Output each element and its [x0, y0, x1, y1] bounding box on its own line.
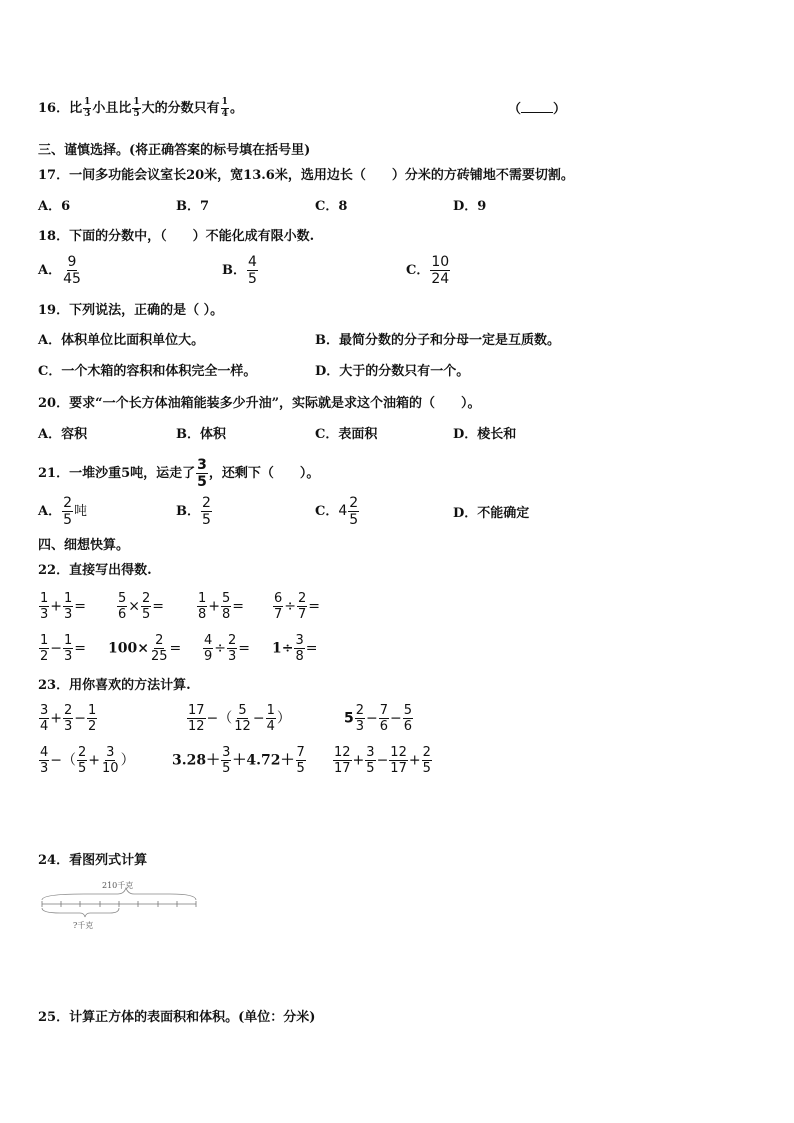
segment-diagram	[40, 880, 200, 936]
calc-expression: $\frac{12}{17}$ + $\frac{3}{5}$ − $\frac{12}{17}$ + $\frac{2}{5}$	[334, 745, 431, 776]
question-24: 24．看图列式计算	[38, 853, 148, 868]
fraction: $\frac{1}{3}$	[64, 591, 73, 622]
option-b[interactable]: B．体积	[176, 427, 226, 442]
fraction: $\frac{4}{5}$	[248, 254, 257, 287]
option-b[interactable]: B．最简分数的分子和分母一定是互质数。	[315, 333, 560, 348]
question-19: 19．下列说法，正确的是（ ）。	[38, 303, 224, 318]
fraction: $\frac{1}{8}$	[198, 591, 207, 622]
fraction: $\frac{1}{5}$	[133, 97, 140, 119]
section-3-title: 三、谨慎选择。(将正确答案的标号填在括号里)	[38, 143, 311, 158]
option-d[interactable]: D．大于的分数只有一个。	[315, 364, 470, 379]
option-c[interactable]: C． $\frac{10}{24}$	[406, 254, 450, 287]
question-20: 20．要求“一个长方体油箱能装多少升油”，实际就是求这个油箱的（ ）。	[38, 396, 481, 411]
option-a[interactable]: A．6	[38, 199, 71, 214]
option-c[interactable]: C．表面积	[315, 427, 378, 442]
fraction: $\frac{2}{5}$	[202, 495, 211, 528]
top-label: 210千克	[102, 881, 134, 890]
option-d[interactable]: D．棱长和	[453, 427, 517, 442]
calc-expression: 5 $\frac{2}{3}$ − $\frac{7}{6}$ − $\frac{5}{6}$	[344, 703, 413, 734]
fraction: $\frac{3}{8}$	[295, 633, 304, 664]
calc-expression: $\frac{4}{3}$ −（ $\frac{2}{5}$ + $\frac{3}{10}$ ）	[40, 745, 135, 776]
fraction: $\frac{1}{4}$	[221, 97, 228, 119]
expression: $\frac{5}{6}$ × $\frac{2}{5}$ =	[118, 591, 165, 622]
fraction: $\frac{2}{25}$	[150, 633, 168, 664]
option-a[interactable]: A． $\frac{9}{45}$	[38, 254, 81, 287]
fraction: $\frac{10}{24}$	[431, 254, 450, 287]
calc-expression: $\frac{3}{4}$ + $\frac{2}{3}$ − $\frac{1}{2}$	[40, 703, 97, 734]
question-18: 18．下面的分数中，（ ）不能化成有限小数.	[38, 229, 315, 244]
section-4-title: 四、细想快算。	[38, 538, 130, 553]
fraction: $\frac{4}{9}$	[204, 633, 213, 664]
expression: $\frac{1}{8}$ + $\frac{5}{8}$ =	[198, 591, 245, 622]
fraction: $\frac{2}{3}$	[228, 633, 237, 664]
fraction: $\frac{1}{3}$	[40, 591, 49, 622]
bottom-label: ?千克	[73, 921, 94, 930]
fraction: $\frac{1}{3}$	[84, 97, 91, 119]
option-d[interactable]: D．9	[453, 199, 487, 214]
fraction: $\frac{9}{45}$	[63, 254, 81, 287]
option-c[interactable]: C．一个木箱的容积和体积完全一样。	[38, 364, 257, 379]
question-16: 16．比 $\frac{1}{3}$ 小且比 $\frac{1}{5}$ 大的分数只有 $\frac{1}{4}$ 。	[38, 97, 243, 119]
expression: $\frac{1}{3}$ + $\frac{1}{3}$ =	[40, 591, 87, 622]
fraction: $\frac{5}{8}$	[222, 591, 231, 622]
option-d[interactable]: D．不能确定	[453, 506, 530, 521]
expression: 1÷ $\frac{3}{8}$ =	[272, 633, 318, 664]
question-22: 22．直接写出得数.	[38, 563, 152, 578]
fraction: $\frac{3}{5}$	[197, 457, 207, 490]
expression: $\frac{6}{7}$ ÷ $\frac{2}{7}$ =	[274, 591, 321, 622]
option-c[interactable]: C．8	[315, 199, 348, 214]
option-b[interactable]: B．7	[176, 199, 210, 214]
option-b[interactable]: B． $\frac{4}{5}$	[222, 254, 257, 287]
question-23: 23．用你喜欢的方法计算.	[38, 678, 191, 693]
fraction: $\frac{2}{5}$	[142, 591, 151, 622]
calc-expression: 3.28＋ $\frac{3}{5}$ ＋4.72＋ $\frac{7}{5}$	[172, 745, 305, 776]
expression: $\frac{1}{2}$ − $\frac{1}{3}$ =	[40, 633, 87, 664]
option-a[interactable]: A．体积单位比面积单位大。	[38, 333, 205, 348]
option-b[interactable]: B． $\frac{2}{5}$	[176, 495, 211, 528]
question-21: 21．一堆沙重5吨，运走了 $\frac{3}{5}$ ，还剩下（ ）。	[38, 457, 320, 490]
option-a[interactable]: A． $\frac{2}{5}$ 吨	[38, 495, 88, 528]
question-17: 17．一间多功能会议室长20米，宽13.6米，选用边长（ ）分米的方砖铺地不需要切割。	[38, 168, 574, 183]
fraction: $\frac{2}{7}$	[298, 591, 307, 622]
answer-blank[interactable]: （ ）	[508, 102, 567, 117]
fraction: $\frac{1}{2}$	[40, 633, 49, 664]
calc-expression: $\frac{17}{12}$ −（ $\frac{5}{12}$ − $\frac{1}{4}$ ）	[188, 703, 291, 734]
fraction: $\frac{2}{5}$	[63, 495, 73, 528]
expression: $\frac{4}{9}$ ÷ $\frac{2}{3}$ =	[204, 633, 251, 664]
fraction: $\frac{5}{6}$	[118, 591, 127, 622]
fraction: $\frac{1}{3}$	[64, 633, 73, 664]
bottom-brace	[42, 908, 119, 917]
expression: 100× $\frac{2}{25}$ =	[108, 633, 182, 664]
fraction: $\frac{2}{5}$	[349, 495, 359, 528]
fraction: $\frac{6}{7}$	[274, 591, 283, 622]
option-a[interactable]: A．容积	[38, 427, 88, 442]
question-25: 25．计算正方体的表面积和体积。(单位：分米)	[38, 1010, 316, 1025]
option-c[interactable]: C．4 $\frac{2}{5}$	[315, 495, 359, 528]
